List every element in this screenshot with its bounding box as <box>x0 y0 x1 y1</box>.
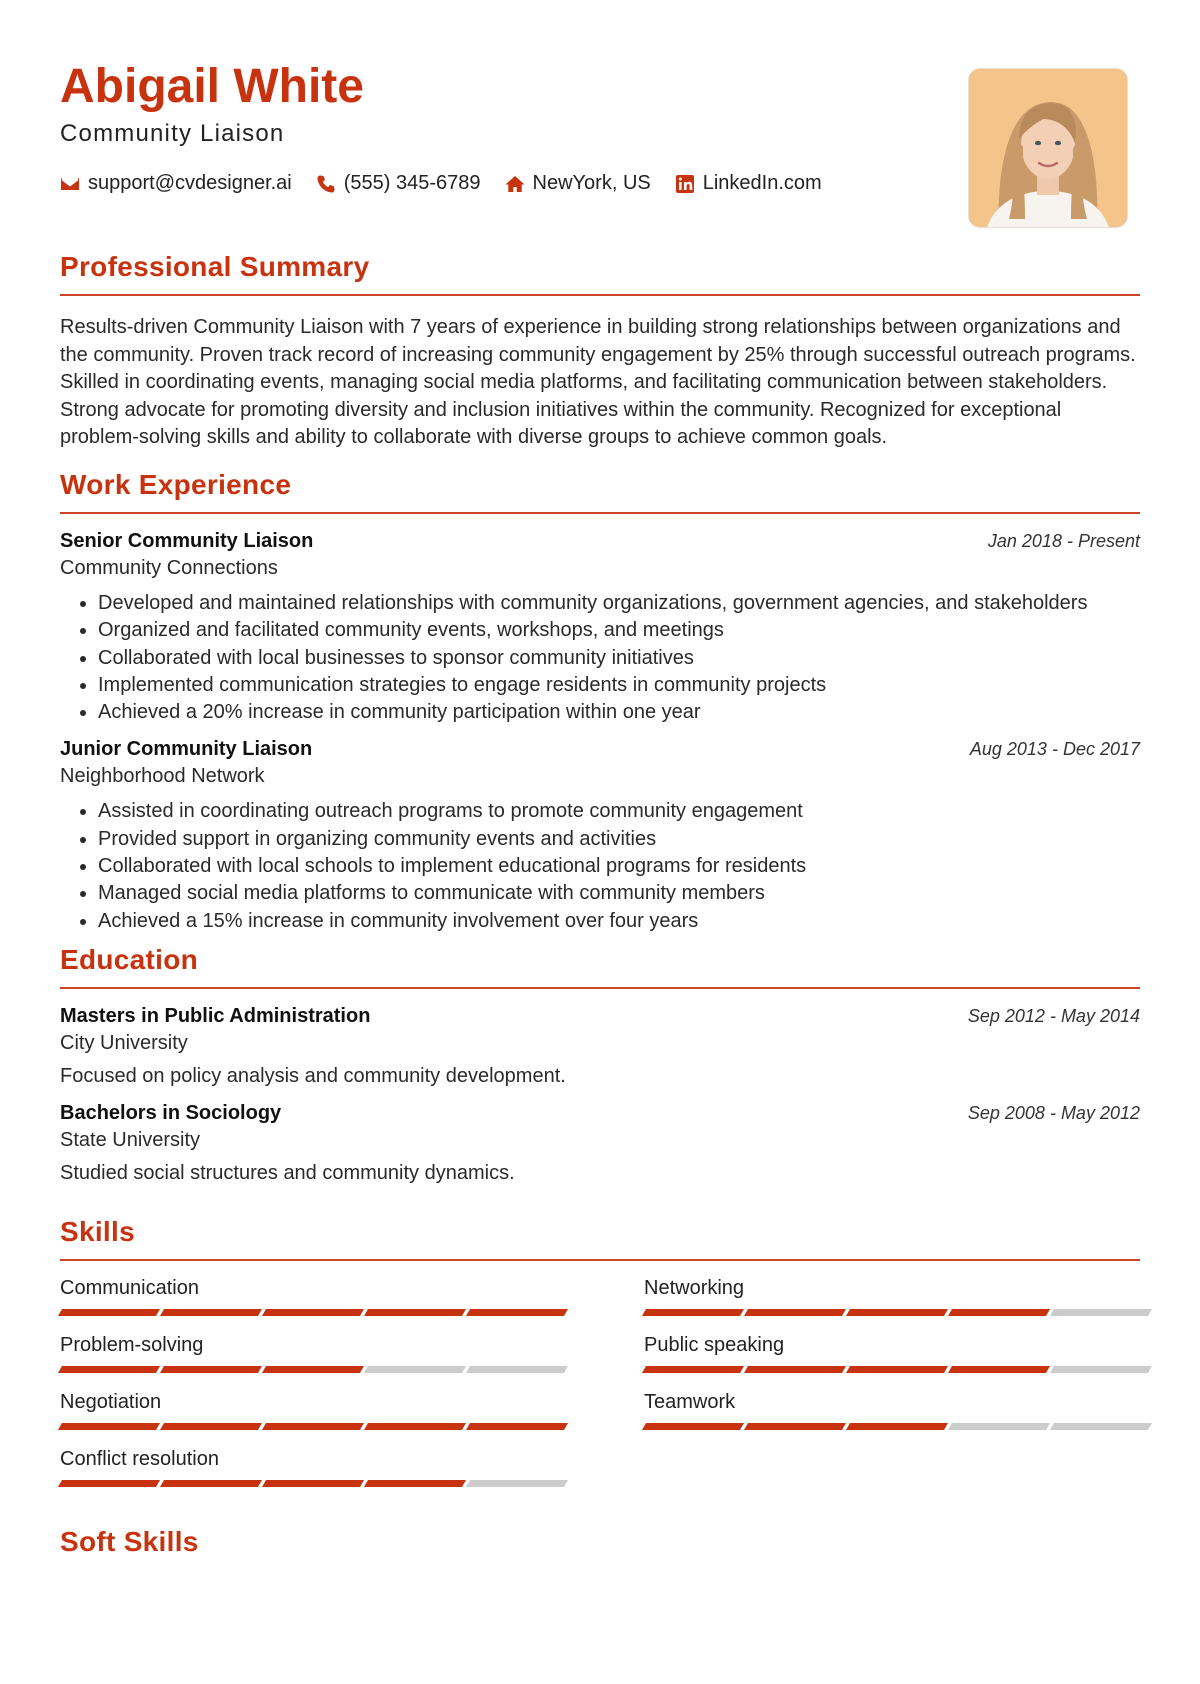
section-divider <box>60 987 1140 989</box>
skill-segment-filled <box>948 1309 1050 1316</box>
skill-name: Problem-solving <box>60 1334 204 1356</box>
education-entry <box>60 1005 1140 1088</box>
skill-segment-filled <box>262 1480 364 1487</box>
envelope-icon <box>60 174 80 194</box>
skill-item <box>60 1391 566 1430</box>
education-section <box>60 944 1140 1185</box>
skill-segment-filled <box>58 1366 160 1373</box>
degree-title: Masters in Public Administration <box>60 1005 371 1027</box>
skill-segment-empty <box>1050 1423 1152 1430</box>
skill-level-bar <box>60 1480 566 1487</box>
education-description: Focused on policy analysis and community development. <box>60 1065 566 1087</box>
skills-heading: Skills <box>60 1216 135 1247</box>
job-title: Junior Community Liaison <box>60 738 313 761</box>
skill-name: Communication <box>60 1277 199 1299</box>
skill-level-bar <box>60 1423 566 1430</box>
job-dates: Jan 2018 - Present <box>987 531 1140 551</box>
skill-segment-empty <box>1050 1366 1152 1373</box>
candidate-name: Abigail White <box>60 60 364 113</box>
job-dates: Aug 2013 - Dec 2017 <box>969 739 1140 760</box>
job-company: Neighborhood Network <box>60 765 265 788</box>
experience-section <box>60 469 1140 935</box>
contact-linkedin[interactable] <box>675 172 822 195</box>
skill-segment-empty <box>1050 1309 1152 1316</box>
job-bullet: • Assisted in coordinating outreach programs to promote community engagement <box>98 798 1140 825</box>
skill-segment-empty <box>466 1480 568 1487</box>
candidate-title: Community Liaison <box>60 120 285 148</box>
job-bullets <box>60 798 1140 934</box>
skills-grid <box>60 1277 1140 1487</box>
job-bullet: • Implemented communication strategies to engage residents in community projects <box>98 672 1140 699</box>
skill-segment-empty <box>364 1366 466 1373</box>
skill-segment-filled <box>58 1309 160 1316</box>
contact-linkedin-text: LinkedIn.com <box>702 172 822 195</box>
skill-segment-filled <box>846 1309 948 1316</box>
job-bullet: • Achieved a 20% increase in community participation within one year <box>98 699 1140 726</box>
skill-segment-filled <box>262 1309 364 1316</box>
skills-section <box>60 1216 1140 1487</box>
skill-segment-filled <box>466 1423 568 1430</box>
skill-item <box>644 1334 1150 1373</box>
skill-segment-filled <box>160 1309 262 1316</box>
skill-level-bar <box>60 1366 566 1373</box>
skill-segment-filled <box>58 1480 160 1487</box>
skill-level-bar <box>644 1366 1150 1373</box>
skill-segment-filled <box>642 1423 744 1430</box>
skill-level-bar <box>60 1309 566 1316</box>
job-bullet: • Managed social media platforms to communicate with community members <box>98 880 1140 907</box>
skill-segment-empty <box>948 1423 1050 1430</box>
summary-text: Results-driven Community Liaison with 7 years of experience in building strong relationships between organizations and the community. Proven track record of increasing community engagement by 25% through successful outreach programs. Skilled in coordinating events, managing social media platforms, and facilitating communication between stakeholders. Strong advocate for promoting diversity and inclusion initiatives within the community. Recognized for exceptional problem-solving skills and ability to collaborate with diverse groups to achieve common goals. <box>60 316 1136 448</box>
school-name: City University <box>60 1032 188 1054</box>
skill-segment-filled <box>744 1423 846 1430</box>
skill-segment-filled <box>58 1423 160 1430</box>
job-bullet: • Developed and maintained relationships with community organizations, government agencies, and stakeholders <box>98 590 1140 617</box>
job-bullet: • Collaborated with local businesses to sponsor community initiatives <box>98 645 1140 672</box>
skill-level-bar <box>644 1309 1150 1316</box>
section-divider <box>60 1259 1140 1261</box>
skill-item <box>60 1334 566 1373</box>
portrait-illustration <box>969 69 1127 227</box>
experience-heading: Work Experience <box>60 469 292 500</box>
summary-heading: Professional Summary <box>60 251 370 282</box>
skill-segment-filled <box>364 1309 466 1316</box>
profile-photo <box>968 68 1128 228</box>
job-bullet: • Collaborated with local schools to implement educational programs for residents <box>98 853 1140 880</box>
skill-item <box>60 1448 566 1487</box>
skill-name: Public speaking <box>644 1334 785 1356</box>
school-name: State University <box>60 1129 201 1151</box>
home-icon <box>505 174 525 194</box>
skill-segment-filled <box>744 1366 846 1373</box>
job-bullet: • Achieved a 15% increase in community involvement over four years <box>98 908 1140 935</box>
skill-name: Conflict resolution <box>60 1448 219 1470</box>
skill-level-bar <box>644 1423 1150 1430</box>
contact-phone-text: (555) 345-6789 <box>343 172 481 195</box>
skill-name: Networking <box>644 1277 745 1299</box>
skill-segment-filled <box>364 1480 466 1487</box>
skill-segment-filled <box>364 1423 466 1430</box>
section-divider <box>60 512 1140 514</box>
linkedin-icon <box>675 174 695 194</box>
job-entry <box>60 738 1140 934</box>
skill-name: Negotiation <box>60 1391 162 1413</box>
job-bullet: • Provided support in organizing community events and activities <box>98 826 1140 853</box>
skill-item <box>60 1277 566 1316</box>
job-company: Community Connections <box>60 557 278 579</box>
contact-phone[interactable] <box>316 172 481 195</box>
skill-segment-filled <box>160 1480 262 1487</box>
skill-segment-empty <box>466 1366 568 1373</box>
skill-segment-filled <box>262 1366 364 1373</box>
phone-icon <box>316 174 336 194</box>
skill-segment-filled <box>642 1366 744 1373</box>
skill-segment-filled <box>262 1423 364 1430</box>
contact-email[interactable] <box>60 172 292 195</box>
summary-section <box>60 251 1140 452</box>
contact-location-text: NewYork, US <box>532 172 651 195</box>
degree-title: Bachelors in Sociology <box>60 1102 282 1124</box>
education-description: Studied social structures and community dynamics. <box>60 1162 515 1184</box>
education-entry <box>60 1102 1140 1185</box>
skill-segment-filled <box>846 1423 948 1430</box>
resume-header <box>60 62 1140 232</box>
skill-item <box>644 1391 1150 1430</box>
skill-item <box>644 1277 1150 1316</box>
education-dates: Sep 2008 - May 2012 <box>967 1103 1140 1123</box>
skill-segment-filled <box>160 1366 262 1373</box>
job-bullet: • Organized and facilitated community events, workshops, and meetings <box>98 617 1140 644</box>
contact-location <box>505 172 651 195</box>
skill-segment-filled <box>160 1423 262 1430</box>
soft-skills-heading: Soft Skills <box>60 1526 199 1557</box>
skill-segment-filled <box>466 1309 568 1316</box>
skill-name: Teamwork <box>644 1391 736 1413</box>
section-divider <box>60 294 1140 296</box>
skill-segment-filled <box>642 1309 744 1316</box>
job-title: Senior Community Liaison <box>60 530 314 552</box>
job-entry <box>60 530 1140 726</box>
job-bullets <box>60 590 1140 726</box>
skill-segment-filled <box>948 1366 1050 1373</box>
education-dates: Sep 2012 - May 2014 <box>967 1006 1140 1026</box>
soft-skills-section <box>60 1526 1140 1558</box>
skill-segment-filled <box>846 1366 948 1373</box>
contact-email-text: support@cvdesigner.ai <box>88 172 292 195</box>
skill-segment-filled <box>744 1309 846 1316</box>
education-heading: Education <box>60 944 199 975</box>
